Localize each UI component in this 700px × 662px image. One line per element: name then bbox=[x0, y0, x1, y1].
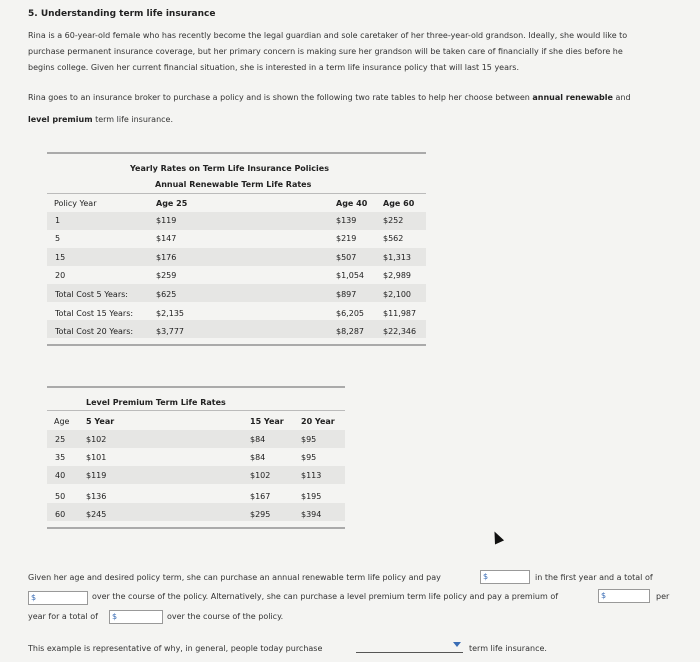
annual-header-age60: Age 60 bbox=[383, 199, 415, 208]
final-sentence: This example is representative of why, in general, people today purchase bbox=[28, 644, 323, 653]
broker-text-3: term life insurance. bbox=[92, 115, 174, 124]
level-premium-input[interactable]: $ bbox=[598, 589, 650, 603]
annual-cell: $147 bbox=[156, 234, 177, 243]
annual-cell: $562 bbox=[383, 234, 404, 243]
level-col-label: Age bbox=[54, 417, 70, 426]
annual-table-title: Yearly Rates on Term Life Insurance Policies bbox=[130, 164, 329, 173]
level-cell: $195 bbox=[301, 492, 322, 501]
annual-row-label: 1 bbox=[55, 216, 61, 225]
level-cell: $136 bbox=[86, 492, 107, 501]
level-header-20yr: 20 Year bbox=[301, 417, 335, 426]
annual-header-age40: Age 40 bbox=[336, 199, 368, 208]
level-cell: $101 bbox=[86, 453, 107, 462]
level-cell: $245 bbox=[86, 510, 107, 519]
annual-cell: $259 bbox=[156, 271, 177, 280]
annual-header-age25: Age 25 bbox=[156, 199, 188, 208]
fill-in-text-1: Given her age and desired policy term, she can purchase an annual renewable term life policy and pay bbox=[28, 573, 441, 582]
first-year-annual-input[interactable]: $ bbox=[480, 570, 530, 584]
level-table-bottom-rule bbox=[47, 527, 345, 529]
fill-in-text-4: per bbox=[656, 592, 670, 601]
annual-row-label: 15 bbox=[55, 253, 66, 262]
level-row-label: 25 bbox=[55, 435, 66, 444]
annual-row-label: 5 bbox=[55, 234, 61, 243]
annual-cell: $22,346 bbox=[383, 327, 417, 336]
level-header-15yr: 15 Year bbox=[250, 417, 284, 426]
level-table-header-rule bbox=[47, 410, 345, 411]
annual-row-shade bbox=[47, 212, 426, 230]
intro-line-2: purchase permanent insurance coverage, but her primary concern is making sure her grandson will be taken care of financially if she dies before he bbox=[28, 47, 623, 56]
annual-cell: $8,287 bbox=[336, 327, 364, 336]
level-row-label: 40 bbox=[55, 471, 66, 480]
intro-line-3: begins college. Given her current financial situation, she is interested in a term life insurance policy that will last 15 years. bbox=[28, 63, 519, 72]
final-suffix: term life insurance. bbox=[469, 644, 547, 653]
annual-cell: $2,989 bbox=[383, 271, 411, 280]
fill-in-text-5: year for a total of bbox=[28, 612, 98, 621]
level-cell: $394 bbox=[301, 510, 322, 519]
annual-table-bottom-rule bbox=[47, 344, 426, 346]
broker-text-1: Rina goes to an insurance broker to purchase a policy and is shown the following two rate tables to help her choose between bbox=[28, 93, 533, 102]
annual-cell: $2,135 bbox=[156, 309, 184, 318]
annual-cell: $219 bbox=[336, 234, 357, 243]
level-cell: $84 bbox=[250, 435, 266, 444]
level-table-top-rule bbox=[47, 386, 345, 388]
annual-cell: $507 bbox=[336, 253, 357, 262]
annual-cell: $139 bbox=[336, 216, 357, 225]
annual-cell: $3,777 bbox=[156, 327, 184, 336]
broker-line-1 bbox=[28, 90, 631, 106]
annual-cell: $252 bbox=[383, 216, 404, 225]
level-cell: $295 bbox=[250, 510, 271, 519]
total-annual-input[interactable]: $ bbox=[28, 591, 88, 605]
fill-in-text-2: in the first year and a total of bbox=[535, 573, 653, 582]
annual-cell: $119 bbox=[156, 216, 177, 225]
annual-table-subtitle: Annual Renewable Term Life Rates bbox=[155, 180, 312, 189]
annual-cell: $1,054 bbox=[336, 271, 364, 280]
annual-row-label: Total Cost 5 Years: bbox=[55, 290, 128, 299]
level-cell: $119 bbox=[86, 471, 107, 480]
fill-in-text-3: over the course of the policy. Alternatively, she can purchase a level premium term life policy and pay a premium of bbox=[92, 592, 559, 601]
level-cell: $95 bbox=[301, 453, 317, 462]
annual-row-shade bbox=[47, 248, 426, 266]
broker-text-2: and bbox=[612, 93, 631, 102]
total-level-input[interactable]: $ bbox=[109, 610, 163, 624]
annual-table-top-rule bbox=[47, 152, 426, 154]
level-cell: $113 bbox=[301, 471, 322, 480]
annual-row-label: Total Cost 20 Years: bbox=[55, 327, 134, 336]
annual-cell: $176 bbox=[156, 253, 177, 262]
annual-cell: $1,313 bbox=[383, 253, 411, 262]
level-cell: $102 bbox=[86, 435, 107, 444]
broker-line-2 bbox=[28, 112, 173, 128]
level-cell: $95 bbox=[301, 435, 317, 444]
broker-bold-level: level premium bbox=[28, 115, 93, 124]
question-title: 5. Understanding term life insurance bbox=[28, 9, 216, 19]
annual-table-header-rule bbox=[47, 193, 426, 194]
annual-col-label: Policy Year bbox=[54, 199, 97, 208]
level-cell: $167 bbox=[250, 492, 271, 501]
annual-cell: $6,205 bbox=[336, 309, 364, 318]
level-row-label: 35 bbox=[55, 453, 66, 462]
chevron-down-icon bbox=[453, 642, 461, 647]
insurance-type-dropdown[interactable] bbox=[356, 641, 463, 653]
broker-bold-annual: annual renewable bbox=[532, 93, 613, 102]
level-table-title: Level Premium Term Life Rates bbox=[86, 398, 226, 407]
annual-cell: $625 bbox=[156, 290, 177, 299]
level-cell: $84 bbox=[250, 453, 266, 462]
fill-in-text-6: over the course of the policy. bbox=[167, 612, 284, 621]
level-row-label: 50 bbox=[55, 492, 66, 501]
mouse-cursor-icon bbox=[490, 529, 504, 544]
annual-cell: $897 bbox=[336, 290, 357, 299]
annual-row-label: 20 bbox=[55, 271, 66, 280]
level-cell: $102 bbox=[250, 471, 271, 480]
annual-cell: $11,987 bbox=[383, 309, 417, 318]
intro-line-1: Rina is a 60-year-old female who has recently become the legal guardian and sole caretaker of her three-year-old grandson. Ideally, she would like to bbox=[28, 31, 628, 40]
annual-cell: $2,100 bbox=[383, 290, 411, 299]
annual-row-label: Total Cost 15 Years: bbox=[55, 309, 134, 318]
level-row-label: 60 bbox=[55, 510, 66, 519]
level-header-5yr: 5 Year bbox=[86, 417, 115, 426]
